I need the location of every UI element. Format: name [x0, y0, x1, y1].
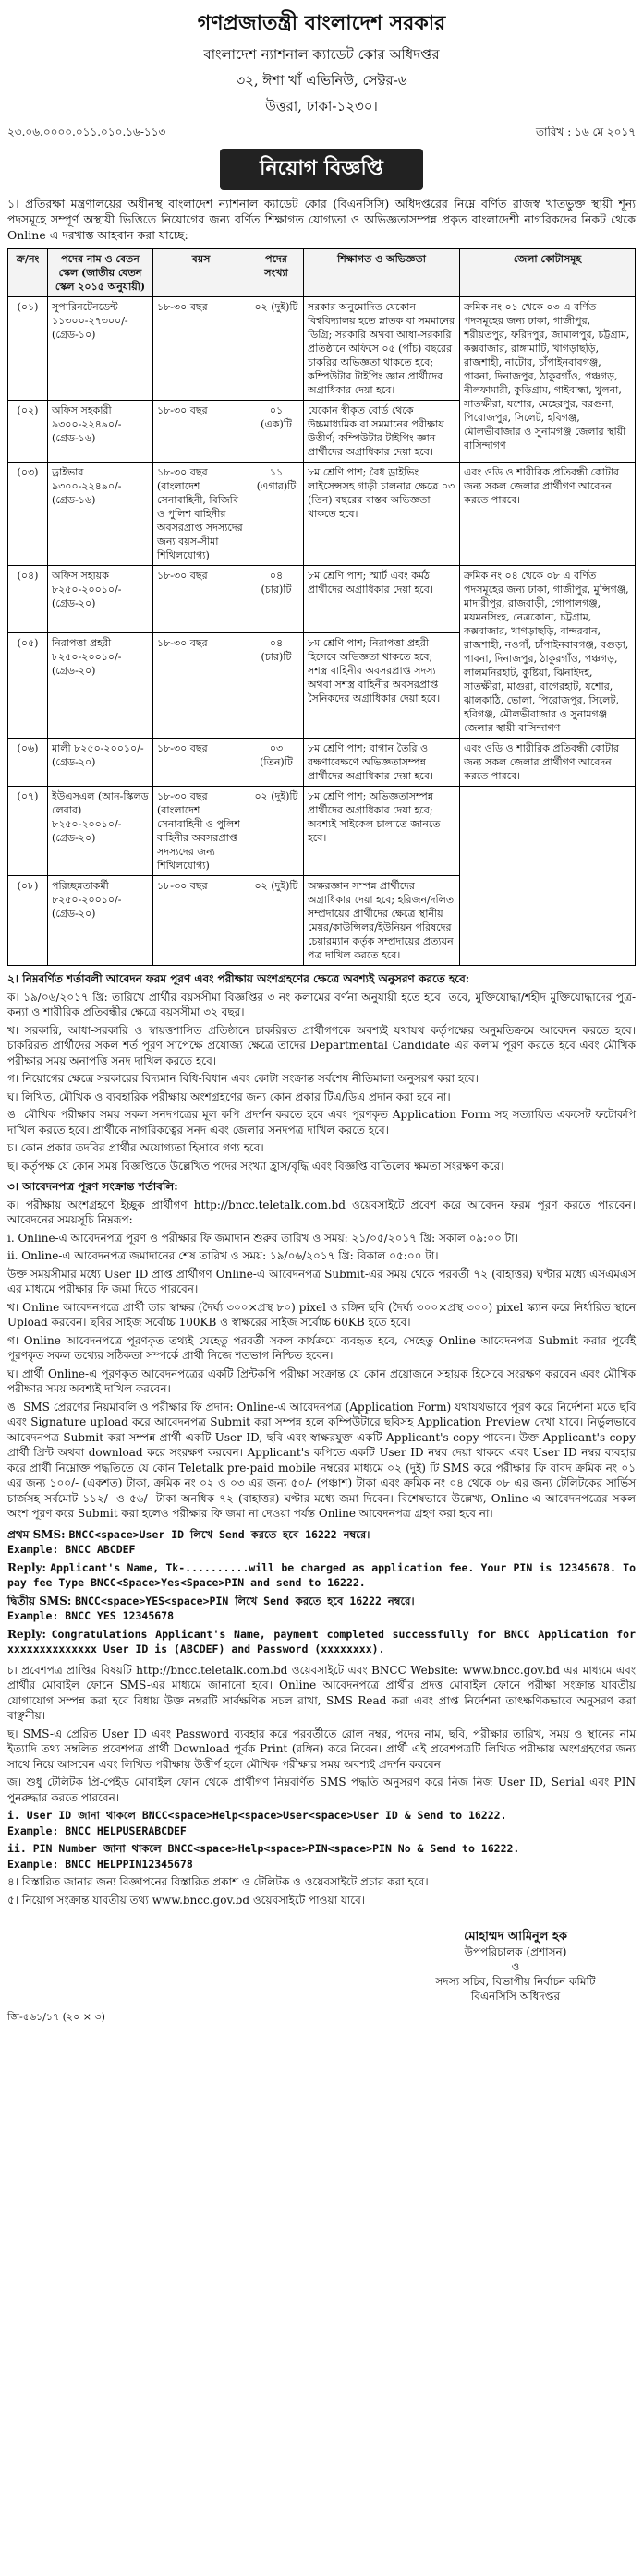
- application-item: ঘ। প্রার্থী Online-এ পূরণকৃত আবেদনপত্রের একটি প্রিন্টকপি পরীক্ষা সংক্রান্ত যে কোন প্রয়োজনে সহায়ক হিসেবে সংরক্ষণ করবেন এবং মৌখিক পরীক্ষার সময় অবশ্যই দাখিল করবেন।: [7, 1366, 636, 1395]
- table-cell: ১৮-৩০ বছর (বাংলাদেশ সেনাবাহিনী, বিজিবি ও পুলিশ বাহিনীর অবসরপ্রাপ্ত সদস্যদের জন্য বয়স-সীমা শিথিলযোগ্য): [153, 463, 249, 566]
- table-cell: ১৮-৩০ বছর: [153, 297, 249, 401]
- table-cell: ০২ (দুই)টি: [249, 297, 304, 401]
- table-cell: ৮ম শ্রেণি পাশ; বৈধ ড্রাইভিং লাইসেন্সসহ গাড়ী চালনার ক্ষেত্রে ০৩ (তিন) বছরের বাস্তব অভিজ্ঞতা থাকতে হবে।: [304, 463, 460, 566]
- table-cell: ১৮-৩০ বছর: [153, 401, 249, 463]
- table-cell: মালী ৮২৫০-২০০১০/- (গ্রেড-২০): [48, 739, 153, 787]
- condition-item: খ। সরকারি, আধা-সরকারি ও স্বায়ত্তশাসিত প্রতিষ্ঠানে চাকরিরত প্রার্থীগণকে অবশ্যই যথাযথ কর্তৃপক্ষের অনুমতিক্রমে আবেদন করতে হবে। চাকরিরত প্রার্থীদের সকল শর্ত পূরণ সাপেক্ষে প্রযোজ্য ক্ষেত্রে তাদের Departmental Candidate এর কলাম পূরণ করতে হবে এবং মৌখিক পরীক্ষার সময় অনাপত্তি সনদ দাখিল করতে হবে।: [7, 1023, 636, 1067]
- col-header: ক্র/নং: [8, 249, 48, 297]
- condition-item: চ। কোন প্রকার তদবির প্রার্থীর অযোগ্যতা হিসাবে গণ্য হবে।: [7, 1141, 264, 1154]
- sms-command: BNCC<space>YES<space>PIN লিখে Send করতে হবে 16222 নম্বরে।: [75, 1594, 415, 1607]
- gov-title: গণপ্রজাতন্ত্রী বাংলাদেশ সরকার: [197, 11, 446, 35]
- application-item: ৩। আবেদনপত্র পূরণ সংক্রান্ত শর্তাবলি:: [7, 1180, 178, 1193]
- recovery-command: ii. PIN Number জানা থাকলে BNCC<space>Help<space>PIN<space>PIN No & Send to 16222.: [7, 1842, 520, 1855]
- table-cell: সুপারিনটেনডেন্ট ১১৩০০-২৭৩০০/- (গ্রেড-১০): [48, 297, 153, 401]
- org-name: বাংলাদেশ ন্যাশনাল ক্যাডেট কোর অধিদপ্তর: [203, 46, 440, 63]
- table-cell: ১৮-৩০ বছর: [153, 876, 249, 966]
- final-line: ৫। নিয়োগ সংক্রান্ত যাবতীয় তথ্য www.bncc.gov.bd ওয়েবসাইটে পাওয়া যাবে।: [7, 1893, 366, 1907]
- table-cell: ৮ম শ্রেণি পাশ; অভিজ্ঞতাসম্পন্ন প্রার্থীদের অগ্রাধিকার দেয়া হবে; অবশ্যই সাইকেল চালাতে জানতে হবে।: [304, 787, 460, 876]
- application-item: ক। পরীক্ষায় অংশগ্রহণে ইচ্ছুক প্রার্থীগণ http://bncc.teletalk.com.bd ওয়েবসাইটে প্রবেশ করে আবেদন ফরম পূরণ করতে পারবেন। আবেদনের সময়সূচি নিম্নরূপ:: [7, 1198, 636, 1226]
- condition-item: ঙ। মৌখিক পরীক্ষার সময় সকল সনদপত্রের মূল কপি প্রদর্শন করতে হবে এবং পূরণকৃত Application Form সহ সত্যায়িত একসেট ফটোকপি দাখিল করতে হবে। প্রার্থীকে নাগরিকত্বের সনদ এবং জেলার সনদপত্র দাখিল করতে হবে।: [7, 1108, 636, 1137]
- table-cell: (০৪): [8, 566, 48, 633]
- application-item: উক্ত সময়সীমার মধ্যে User ID প্রাপ্ত প্রার্থীগণ Online-এ আবেদনপত্র Submit-এর সময় থেকে পরবর্তী ৭২ (বাহাত্তর) ঘণ্টার মধ্যে এসএমএস এর মাধ্যমে পরীক্ষার ফি জমা দিতে পারবেন।: [7, 1267, 636, 1295]
- sms-label: প্রথম SMS:: [7, 1527, 66, 1541]
- col-header: জেলা কোটাসমূহ: [460, 249, 636, 297]
- table-cell: (০১): [8, 297, 48, 401]
- application-item: গ। Online আবেদনপত্রে পূরণকৃত তথ্যই যেহেতু পরবর্তী সকল কার্যক্রমে ব্যবহৃত হবে, সেহেতু Online আবেদনপত্র Submit করার পূর্বেই পূরণকৃত সকল তথ্যের সঠিকতা সম্পর্কে প্রার্থী নিজে শতভাগ নিশ্চিত হবেন।: [7, 1333, 636, 1362]
- sms-label: Reply:: [7, 1560, 46, 1574]
- sms-command: BNCC<space>User ID লিখে Send করতে হবে 16222 নম্বরে।: [68, 1527, 370, 1541]
- intro-paragraph: ১। প্রতিরক্ষা মন্ত্রণালয়ের অধীনস্থ বাংলাদেশ ন্যাশনাল ক্যাডেট কোর (বিএনসিসি) অধিদপ্তরের নিম্নে বর্ণিত রাজস্ব খাতভুক্ত স্থায়ী শূন্য পদসমূহে সম্পূর্ণ অস্থায়ী ভিত্তিতে নিয়োগের জন্য বর্ণিত শিক্ষাগত যোগ্যতা ও অভিজ্ঞতাসম্পন্ন প্রকৃত বাংলাদেশী নাগরিকদের নিকট থেকে Online এ দরখাস্ত আহবান করা যাচ্ছে:: [7, 197, 636, 242]
- application-item: i. Online-এ আবেদনপত্র পূরণ ও পরীক্ষার ফি জমাদান শুরুর তারিখ ও সময়: ২১/০৫/২০১৭ খ্রি: সকাল ০৯:০০ টা।: [7, 1231, 518, 1245]
- table-cell: [460, 787, 636, 966]
- col-header: বয়স: [153, 249, 249, 297]
- table-row: [8, 463, 636, 566]
- table-cell: ক্রমিক নং ০৪ থেকে ০৮ এ বর্ণিত পদসমূহের জন্য ঢাকা, গাজীপুর, মুন্সিগঞ্জ, মাদারীপুর, রাজবাড়ী, গোপালগঞ্জ, ময়মনসিংহ, নেত্রকোনা, চট্টগ্রাম, কক্সবাজার, খাগড়াছড়ি, বান্দরবান, রাজশাহী, নওগাঁ, চাঁপাইনবাবগঞ্জ, বগুড়া, পাবনা, দিনাজপুর, ঠাকুরগাঁও, পঞ্চগড়, লালমনিরহাট, কুষ্টিয়া, ঝিনাইদহ, সাতক্ষীরা, মাগুরা, বাগেরহাট, যশোর, ঝালকাঠি, ভোলা, পিরোজপুর, সিলেট, হবিগঞ্জ, মৌলভীবাজার ও সুনামগঞ্জ জেলার স্থায়ী বাসিন্দাগণ: [460, 566, 636, 739]
- sms-command: Congratulations Applicant's Name, payment completed successfully for BNCC Application for xxxxxxxxxxxxxx User ID is (ABCDEF) and Password (xxxxxxxx).: [7, 1627, 636, 1655]
- table-row: [8, 566, 636, 633]
- signatory-org: বিএনসিসি অধিদপ্তর: [470, 1990, 561, 2003]
- table-cell: (০২): [8, 401, 48, 463]
- footer-code: জি-৫৬১/১৭ (২০ × ৩): [7, 2011, 105, 2023]
- table-cell: ৮ম শ্রেণি পাশ; স্মার্ট এবং কর্মঠ প্রার্থীদের অগ্রাধিকার দেয়া হবে।: [304, 566, 460, 633]
- table-cell: ০৩ (তিন)টি: [249, 739, 304, 787]
- table-cell: ১৮-৩০ বছর: [153, 632, 249, 738]
- application-item: ii. Online-এ আবেদনপত্র জমাদানের শেষ তারিখ ও সময়: ১৯/০৬/২০১৭ খ্রি: বিকাল ০৫:০০ টা।: [7, 1249, 439, 1262]
- recovery-example: Example: BNCC HELPPIN12345678: [7, 1857, 193, 1871]
- table-cell: ১৮-৩০ বছর: [153, 566, 249, 633]
- recovery-step: [7, 1808, 636, 1838]
- table-cell: ড্রাইভার ৯৩০০-২২৪৯০/- (গ্রেড-১৬): [48, 463, 153, 566]
- signatory-rank: উপপরিচালক (প্রশাসন): [464, 1945, 567, 1958]
- table-cell: ১৮-৩০ বছর: [153, 739, 249, 787]
- sms-step: [7, 1527, 636, 1558]
- notice-page: [7, 0, 636, 2027]
- table-cell: (০৫): [8, 632, 48, 738]
- admit-section: [7, 1663, 636, 1908]
- recovery-example: Example: BNCC HELPUSERABCDEF: [7, 1824, 187, 1837]
- condition-item: ঘ। লিখিত, মৌখিক ও ব্যবহারিক পরীক্ষায় অংশগ্রহণের জন্য কোন প্রকার টিএ/ডিএ প্রদান করা হবে না।: [7, 1089, 451, 1103]
- admit-item: চ। প্রবেশপত্র প্রাপ্তির বিষয়টি http://bncc.teletalk.com.bd ওয়েবসাইটে এবং BNCC Website: www.bncc.gov.bd এর মাধ্যমে এবং প্রার্থীর মোবাইল ফোনে SMS-এর মাধ্যমে জানানো হবে। Online আবেদনপত্রে প্রার্থীর প্রদত্ত মোবাইল ফোনে পরীক্ষা সংক্রান্ত যাবতীয় যোগাযোগ সম্পন্ন করা হবে বিধায় উক্ত নম্বরটি সার্বক্ষণিক সচল রাখা, SMS Read করা এবং প্রাপ্ত নির্দেশনা তাৎক্ষণিকভাবে অনুসরণ করা বাঞ্ছনীয়।: [7, 1663, 636, 1722]
- table-cell: এবং ওডি ও শারীরিক প্রতিবন্ধী কোটার জন্য সকল জেলার প্রার্থীগণ আবেদন করতে পারবে।: [460, 463, 636, 566]
- sms-step: [7, 1594, 636, 1624]
- condition-item: ক। ১৯/০৬/২০১৭ খ্রি: তারিখে প্রার্থীর বয়সসীমা বিজ্ঞপ্তির ৩ নং কলামের বর্ণনা অনুযায়ী হতে হবে। তবে, মুক্তিযোদ্ধা/শহীদ মুক্তিযোদ্ধাদের পুত্র-কন্যা ও শারীরিক প্রতিবন্ধীর ক্ষেত্রে বয়সসীমা ৩২ বছর।: [7, 990, 636, 1018]
- condition-item: গ। নিয়োগের ক্ষেত্রে সরকারের বিদ্যমান বিধি-বিধান এবং কোটা সংক্রান্ত সর্বশেষ নীতিমালা অনুসরণ করা হবে।: [7, 1072, 479, 1085]
- signatory-name: মোহাম্মদ আমিনুল হক: [464, 1930, 567, 1944]
- table-cell: ক্রমিক নং ০১ থেকে ০৩ এ বর্ণিত পদসমূহের জন্য ঢাকা, গাজীপুর, শরীয়তপুর, ফরিদপুর, জামালপুর, চট্টগ্রাম, কক্সবাজার, রাঙ্গামাটি, খাগড়াছড়ি, রাজশাহী, নাটোর, চাঁপাইনবাবগঞ্জ, পাবনা, দিনাজপুর, ঠাকুরগাঁও, পঞ্চগড়, নীলফামারী, কুড়িগ্রাম, গাইবান্ধা, খুলনা, সাতক্ষীরা, যশোর, মেহেরপুর, বরগুনা, পিরোজপুর, সিলেট, হবিগঞ্জ, মৌলভীবাজার ও সুনামগঞ্জ জেলার স্থায়ী বাসিন্দাগণ: [460, 297, 636, 463]
- table-cell: সরকার অনুমোদিত যেকোন বিশ্ববিদ্যালয় হতে স্নাতক বা সমমানের ডিগ্রি; সরকারি অথবা আধা-সরকারি প্রতিষ্ঠানে অফিসে ০৫ (পাঁচ) বছরের চাকরির অভিজ্ঞতা থাকতে হবে; কম্পিউটার টাইপিং জ্ঞান প্রার্থীদের অগ্রাধিকার দেয়া হবে।: [304, 297, 460, 401]
- sms-label: দ্বিতীয় SMS:: [7, 1594, 72, 1607]
- application-section: [7, 1179, 636, 1522]
- address-line-1: ৩২, ঈশা খাঁ এভিনিউ, সেক্টর-৬: [236, 72, 407, 89]
- table-cell: অক্ষরজ্ঞান সম্পন্ন প্রার্থীদের অগ্রাধিকার দেয়া হবে; হরিজন/দলিত সম্প্রদায়ের প্রার্থীদের ক্ষেত্রে স্থানীয় মেয়র/কাউন্সিলর/ইউনিয়ন পরিষদের চেয়ারম্যান কর্তৃক সম্প্রদায়ের প্রত্যয়ন পত্র দাখিল করতে হবে।: [304, 876, 460, 966]
- table-cell: অফিস সহায়ক ৮২৫০-২০০১০/- (গ্রেড-২০): [48, 566, 153, 633]
- table-cell: (০৬): [8, 739, 48, 787]
- table-cell: (০৩): [8, 463, 48, 566]
- conditions-section: [7, 971, 636, 1174]
- table-row: [8, 297, 636, 401]
- admit-item: ছ। SMS-এ প্রেরিত User ID এবং Password ব্যবহার করে পরবর্তীতে রোল নম্বর, পদের নাম, ছবি, পরীক্ষার তারিখ, সময় ও স্থানের নাম ইত্যাদি তথ্য সম্বলিত প্রবেশপত্র প্রার্থী Download পূর্বক Print (রঙ্গিন) করে নিবেন। প্রার্থী এই প্রবেশপত্রটি লিখিত পরীক্ষায় অংশগ্রহণের জন্য সাথে নিয়ে আসবেন এবং লিখিত পরীক্ষায় উত্তীর্ণ হলে মৌখিক পরীক্ষার সময় অবশ্যই প্রদর্শন করবেন।: [7, 1727, 636, 1771]
- sms-example: Example: BNCC ABCDEF: [7, 1543, 136, 1556]
- table-cell: ১৮-৩০ বছর (বাংলাদেশ সেনাবাহিনী ও পুলিশ বাহিনীর অবসরপ্রাপ্ত সদস্যদের জন্য শিথিলযোগ্য): [153, 787, 249, 876]
- table-cell: ০৪ (চার)টি: [249, 566, 304, 633]
- table-cell: ১১ (এগার)টি: [249, 463, 304, 566]
- condition-item: ছ। কর্তৃপক্ষ যে কোন সময় বিজ্ঞপ্তিতে উল্লেখিত পদের সংখ্যা হ্রাস/বৃদ্ধি এবং বিজ্ঞপ্তি বাতিলের ক্ষমতা সংরক্ষণ করে।: [7, 1159, 504, 1173]
- table-cell: ০২ (দুই)টি: [249, 876, 304, 966]
- signatory-conj: ও: [511, 1960, 520, 1973]
- footer: [7, 2009, 636, 2027]
- col-header: পদের সংখ্যা: [249, 249, 304, 297]
- address-line-2: উত্তরা, ঢাকা-১২৩০।: [265, 98, 378, 114]
- notice-date: তারিখ : ১৬ মে ২০১৭: [535, 126, 636, 138]
- sms-step: [7, 1627, 636, 1657]
- table-cell: ০১ (এক)টি: [249, 401, 304, 463]
- table-cell: এবং ওডি ও শারীরিক প্রতিবন্ধী কোটার জন্য সকল জেলার প্রার্থীগণ আবেদন করতে পারবে।: [460, 739, 636, 787]
- table-cell: (০৮): [8, 876, 48, 966]
- sms-example: Example: BNCC YES 12345678: [7, 1609, 175, 1622]
- signatory-committee: সদস্য সচিব, বিভাগীয় নির্বাচন কমিটি: [435, 1975, 596, 1988]
- final-line: ৪। বিস্তারিত জানার জন্য বিজ্ঞাপনের বিস্তারিত প্রকাশ ও টেলিটক ও ওয়েবসাইটে প্রচার করা হবে।: [7, 1875, 429, 1888]
- reference-line: [7, 125, 636, 143]
- table-row: [8, 739, 636, 787]
- sms-label: Reply:: [7, 1627, 46, 1641]
- table-cell: অফিস সহকারী ৯৩০০-২২৪৯০/- (গ্রেড-১৬): [48, 401, 153, 463]
- condition-item: ২। নিম্নবর্ণিত শর্তাবলী আবেদন ফরম পূরণ এবং পরীক্ষায় অংশগ্রহণের ক্ষেত্রে অবশ্যই অনুসরণ করতে হবে:: [7, 972, 470, 985]
- memo-number: ২৩.০৬.০০০০.০১১.০১০.১৬-১১৩: [7, 126, 166, 138]
- recovery-step: [7, 1841, 636, 1872]
- table-cell: যেকোন স্বীকৃত বোর্ড থেকে উচ্চমাধ্যমিক বা সমমানের পরীক্ষায় উত্তীর্ণ; কম্পিউটার টাইপিং জ্ঞান প্রার্থীদের অগ্রাধিকার দেয়া হবে।: [304, 401, 460, 463]
- table-cell: (০৭): [8, 787, 48, 876]
- sms-section: [7, 1527, 636, 1657]
- table-cell: নিরাপত্তা প্রহরী ৮২৫০-২০০১০/- (গ্রেড-২০): [48, 632, 153, 738]
- notice-title: নিয়োগ বিজ্ঞপ্তি: [220, 149, 423, 190]
- table-cell: ০৪ (চার)টি: [249, 632, 304, 738]
- jobs-table: [7, 248, 636, 966]
- sms-step: [7, 1560, 636, 1591]
- sms-command: Applicant's Name, Tk-..........will be charged as application fee. Your PIN is 12345678. To pay fee Type BNCC<Space>Yes<Space>PIN and send to 16222.: [7, 1560, 636, 1589]
- admit-item: জ। শুধু টেলিটক প্রি-পেইড মোবাইল ফোন থেকে প্রার্থীগণ নিম্নবর্ণিত SMS পদ্ধতি অনুসরণ করে নিজ নিজ User ID, Serial এবং PIN পুনরুদ্ধার করতে পারবেন।: [7, 1776, 636, 1804]
- table-cell: ৮ম শ্রেণি পাশ; নিরাপত্তা প্রহরী হিসেবে অভিজ্ঞতা থাকতে হবে; সশস্ত্র বাহিনীর অবসরপ্রাপ্ত সদস্য অথবা সশস্ত্র বাহিনীর অবসরপ্রাপ্ত সৈনিকদের অগ্রাধিকার দেয়া হবে।: [304, 632, 460, 738]
- col-header: পদের নাম ও বেতন স্কেল (জাতীয় বেতন স্কেল ২০১৫ অনুযায়ী): [48, 249, 153, 297]
- table-cell: ইউএসএল (আন-স্কিলড লেবার) ৮২৫০-২০০১০/- (গ্রেড-২০): [48, 787, 153, 876]
- signature-block: [395, 1930, 636, 2004]
- table-row: [8, 787, 636, 876]
- recovery-command: i. User ID জানা থাকলে BNCC<space>Help<space>User<space>User ID & Send to 16222.: [7, 1809, 507, 1822]
- application-item: ঙ। SMS প্রেরণের নিয়মাবলি ও পরীক্ষার ফি প্রদান: Online-এ আবেদনপত্র (Application Form) যথাযথভাবে পূরণ করে নির্দেশনা মতে ছবি এবং Signature upload করে আবেদনপত্র Submit করা সম্পন্ন হলে কম্পিউটারে ছবিসহ Application Preview দেখা যাবে। নির্ভুলভাবে আবেদনপত্র Submit করা সম্পন্ন প্রার্থী একটি User ID, ছবি এবং স্বাক্ষরযুক্ত একটি Applicant's copy পাবেন। উক্ত Applicant's copy প্রার্থী প্রিন্ট অথবা download করে সংরক্ষণ করবেন। Applicant's কপিতে একটি User ID নম্বর দেয়া থাকবে এবং User ID নম্বর ব্যবহার করে প্রার্থী নিম্নোক্ত পদ্ধতিতে যে কোন Teletalk pre-paid mobile নম্বরের মাধ্যমে ০২ (দুই) টি SMS করে পরীক্ষার ফি বাবদ ক্রমিক নং ০১ এর জন্য ১০০/- (একশত) টাকা, ক্রমিক নং ০২ ও ০৩ এর জন্য ৫০/- (পঞ্চাশ) টাকা এবং ক্রমিক নং ০৪ থেকে ০৮ এর জন্য টেলিটকের সার্ভিস চার্জসহ সর্বমোট ১১২/- ও ৫৬/- টাকা অনধিক ৭২ (বাহাত্তর) ঘণ্টার মধ্যে জমা দিবেন। বিশেষভাবে উল্লেখ্য, Online-এ আবেদনপত্রের সকল অংশ পূরণ করে Submit করা হলেও পরীক্ষার ফি জমা না দেওয়া পর্যন্ত Online আবেদনপত্র গ্রহণ করা হবে না।: [7, 1400, 636, 1520]
- table-cell: ০২ (দুই)টি: [249, 787, 304, 876]
- application-item: খ। Online আবেদনপত্রে প্রার্থী তার স্বাক্ষর (দৈর্ঘ্য ৩০০×প্রস্থ ৮০) pixel ও রঙ্গিন ছবি (দৈর্ঘ্য ৩০০×প্রস্থ ৩০০) pixel স্ক্যান করে নির্ধারিত স্থানে Upload করবেন। ছবির সাইজ সর্বোচ্চ 100KB ও স্বাক্ষরের সাইজ সর্বোচ্চ 60KB হতে হবে।: [7, 1300, 636, 1329]
- table-header-row: [8, 249, 636, 297]
- col-header: শিক্ষাগত ও অভিজ্ঞতা: [304, 249, 460, 297]
- table-cell: ৮ম শ্রেণি পাশ; বাগান তৈরি ও রক্ষণাবেক্ষণে অভিজ্ঞতাসম্পন্ন প্রার্থীদের অগ্রাধিকার দেয়া হবে।: [304, 739, 460, 787]
- table-cell: পরিচ্ছন্নতাকর্মী ৮২৫০-২০০১০/- (গ্রেড-২০): [48, 876, 153, 966]
- header: [7, 0, 636, 119]
